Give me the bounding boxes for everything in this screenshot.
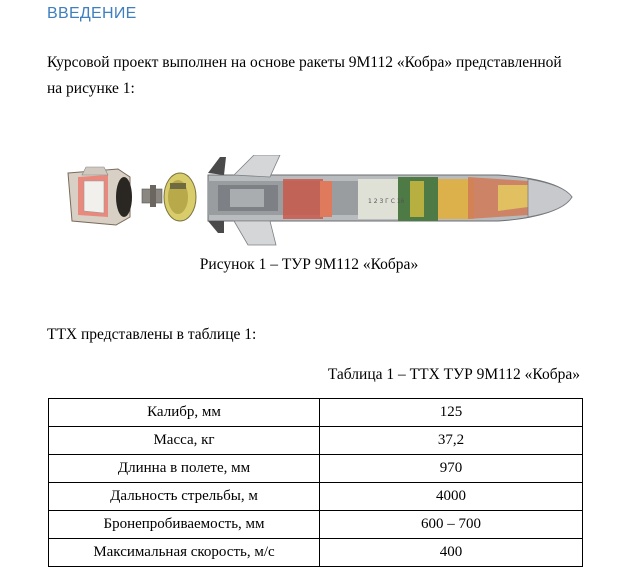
intro-line-1: Курсовой проект выполнен на основе ракеты 9М112 «Кобра» представленной: [47, 54, 562, 71]
value-cell: 4000: [320, 483, 583, 511]
connector-part: [142, 185, 162, 207]
value-cell: 600 – 700: [320, 511, 583, 539]
main-body: [208, 175, 572, 221]
value-cell: 37,2: [320, 427, 583, 455]
table-row: [49, 399, 583, 427]
section-heading: ВВЕДЕНИЕ: [47, 5, 137, 22]
specs-table: [48, 398, 583, 567]
param-cell: Максимальная скорость, м/с: [49, 539, 320, 567]
value-cell: 125: [320, 399, 583, 427]
table-row: [49, 483, 583, 511]
table-intro: ТТХ представлены в таблице 1:: [47, 326, 257, 343]
figure-caption: Рисунок 1 – ТУР 9М112 «Кобра»: [199, 256, 419, 273]
param-cell: Масса, кг: [49, 427, 320, 455]
table-row: [49, 455, 583, 483]
param-cell: Бронепробиваемость, мм: [49, 511, 320, 539]
intro-paragraph: [47, 50, 592, 102]
table-caption: Таблица 1 – ТТХ ТУР 9М112 «Кобра»: [327, 366, 580, 383]
missile-figure: [58, 155, 578, 247]
missile-cutaway-image: [58, 155, 578, 247]
table-row: [49, 427, 583, 455]
control-section: [164, 173, 196, 221]
param-cell: Дальность стрельбы, м: [49, 483, 320, 511]
param-cell: Калибр, мм: [49, 399, 320, 427]
table-row: [49, 511, 583, 539]
table-row: [49, 539, 583, 567]
value-cell: 970: [320, 455, 583, 483]
param-cell: Длинна в полете, мм: [49, 455, 320, 483]
tail-section: [68, 167, 132, 225]
body-label-text: 1 2 3 Г С 16: [368, 198, 405, 205]
intro-line-2: на рисунке 1:: [47, 80, 135, 97]
value-cell: 400: [320, 539, 583, 567]
